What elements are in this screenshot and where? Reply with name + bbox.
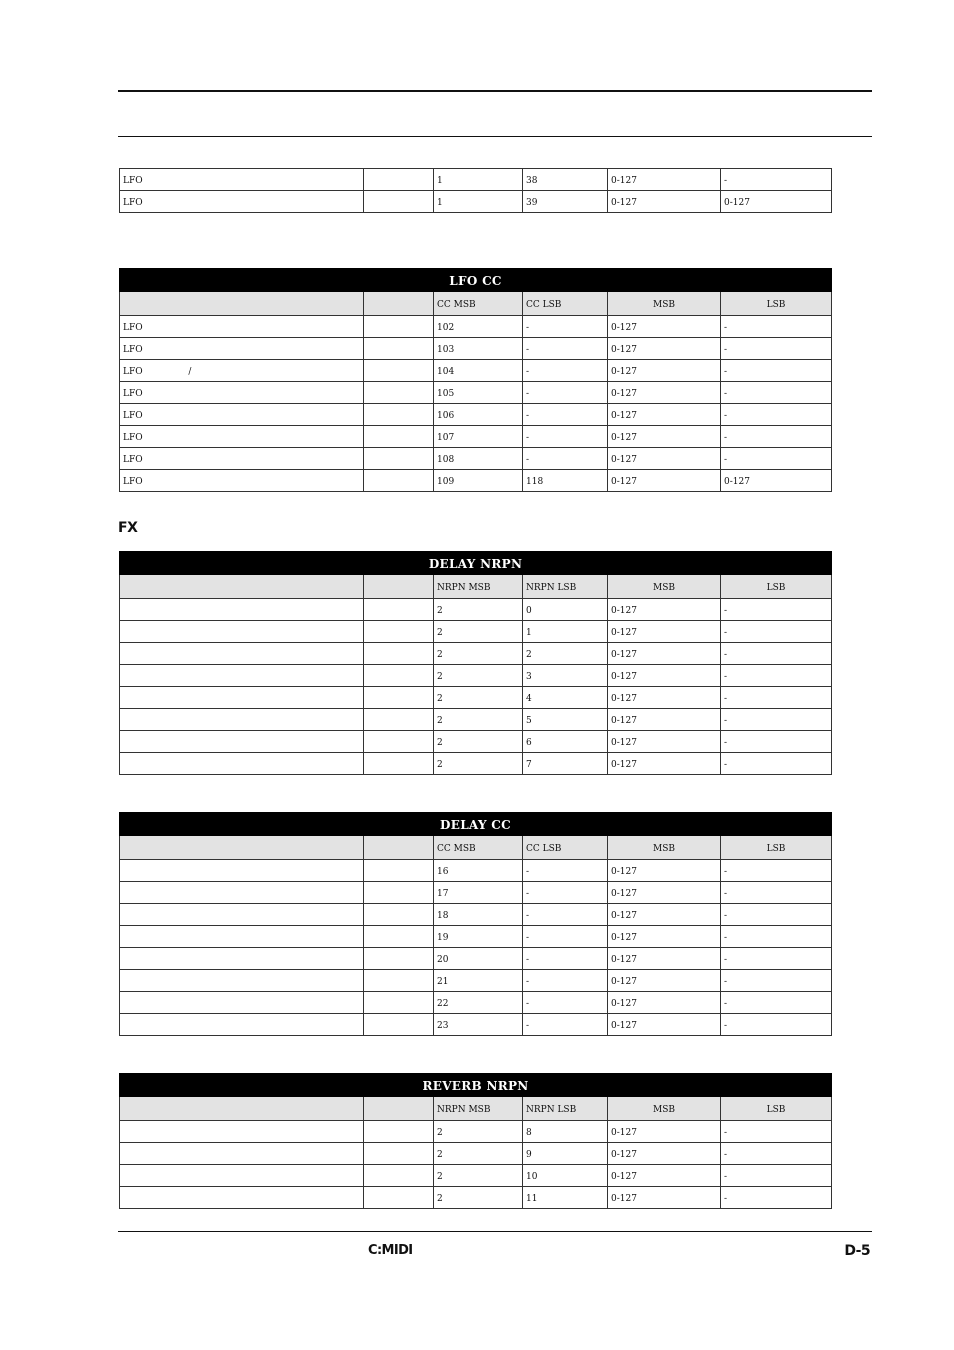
table-cell: - [721,404,832,426]
table-cell: 2 [434,687,523,709]
delay-nrpn-table [119,551,832,775]
table-cell: 0-127 [608,1014,721,1036]
table-cell: - [523,882,608,904]
table-row [120,382,832,404]
delay-cc-table [119,812,832,1036]
table-cell: 3 [523,665,608,687]
table-row [120,1165,832,1187]
table-title: DELAY NRPN [120,552,832,575]
header-cell: NRPN LSB [523,575,608,599]
table-cell: 20 [434,948,523,970]
table-cell: 0-127 [608,1121,721,1143]
table-cell: 0 [523,599,608,621]
table-cell: 0-127 [608,731,721,753]
table-row [120,904,832,926]
table-cell: 102 [434,316,523,338]
table-row [120,599,832,621]
table-cell: 0-127 [608,753,721,775]
table-title: DELAY CC [120,813,832,836]
table-cell: - [523,904,608,926]
lfo-cc-table [119,268,832,492]
table-cell [364,926,434,948]
table-cell [120,709,364,731]
table-cell: - [523,860,608,882]
table-row [120,621,832,643]
table-row [120,1014,832,1036]
table-row [120,404,832,426]
table-cell [120,948,364,970]
top-rule [118,90,872,92]
table-cell: 6 [523,731,608,753]
table-cell: 0-127 [608,992,721,1014]
table-cell: LFO [120,382,364,404]
table-cell: 5 [523,709,608,731]
table-cell: 0-127 [608,191,721,213]
table-cell: - [721,1165,832,1187]
table-cell: 2 [434,621,523,643]
header-cell [120,836,364,860]
table-cell: 0-127 [608,404,721,426]
table-cell: 2 [434,709,523,731]
table-cell: LFO [120,470,364,492]
table-cell [364,1121,434,1143]
table-cell [364,687,434,709]
table-cell [364,731,434,753]
table-cell [120,599,364,621]
table-cell: 23 [434,1014,523,1036]
table-cell: - [721,643,832,665]
table-cell: - [721,599,832,621]
table-cell [120,1014,364,1036]
header-cell [364,575,434,599]
header-cell: MSB [608,575,721,599]
table-cell [364,1165,434,1187]
table-cell [120,665,364,687]
table-cell: 0-127 [608,382,721,404]
table-cell [364,404,434,426]
header-cell [364,1097,434,1121]
table-cell [364,860,434,882]
table-cell: 16 [434,860,523,882]
header-cell: LSB [721,836,832,860]
table-cell: 0-127 [608,882,721,904]
table-cell: 104 [434,360,523,382]
table-cell: - [721,970,832,992]
table-cell: 1 [434,191,523,213]
table-cell [364,338,434,360]
table-cell: 0-127 [608,599,721,621]
header-cell [120,292,364,316]
header-rule [118,136,872,137]
table-row [120,643,832,665]
table-cell: - [523,316,608,338]
table-row [120,470,832,492]
table-cell [120,970,364,992]
table-cell [364,470,434,492]
header-cell: CC MSB [434,836,523,860]
table-cell: LFO / [120,360,364,382]
table-title: REVERB NRPN [120,1074,832,1097]
table-cell: 0-127 [608,448,721,470]
table-cell [364,1187,434,1209]
table-cell [364,643,434,665]
table-cell: 103 [434,338,523,360]
table-cell [120,643,364,665]
table-cell: 10 [523,1165,608,1187]
table-cell: - [523,360,608,382]
table-cell: 107 [434,426,523,448]
table-cell: - [721,753,832,775]
table-cell: - [721,1187,832,1209]
table-row [120,882,832,904]
table-cell: 0-127 [608,665,721,687]
table-cell: 8 [523,1121,608,1143]
header-cell [364,292,434,316]
table-cell [364,382,434,404]
table-cell: LFO [120,448,364,470]
table-cell: - [721,1121,832,1143]
table-cell: - [721,621,832,643]
header-cell: MSB [608,836,721,860]
header-cell: NRPN MSB [434,1097,523,1121]
table-cell [120,926,364,948]
header-cell: CC LSB [523,292,608,316]
table-cell [120,731,364,753]
table-cell: 19 [434,926,523,948]
table-cell: - [523,926,608,948]
table-cell: - [721,316,832,338]
table-cell: 2 [434,753,523,775]
table-cell: LFO [120,426,364,448]
header-cell: LSB [721,575,832,599]
table-cell [364,1143,434,1165]
table-cell: 0-127 [608,970,721,992]
table-cell: 0-127 [608,426,721,448]
table-cell: - [523,970,608,992]
table-cell [364,316,434,338]
table-cell: 2 [434,731,523,753]
table-cell: - [721,687,832,709]
table-row [120,316,832,338]
table-cell: - [523,448,608,470]
table-cell [364,753,434,775]
table-cell: 0-127 [608,338,721,360]
table-cell [120,882,364,904]
header-cell: CC MSB [434,292,523,316]
table-cell [364,448,434,470]
table-cell: LFO [120,316,364,338]
table-cell [364,169,434,191]
table-header-row [120,836,832,860]
header-cell: LSB [721,292,832,316]
table-cell: 11 [523,1187,608,1209]
table-cell: 18 [434,904,523,926]
table-cell: 0-127 [608,860,721,882]
table-cell: 0-127 [721,191,832,213]
table-cell: 2 [434,1143,523,1165]
table-cell: - [721,169,832,191]
table-cell: - [523,382,608,404]
table-cell: 0-127 [608,169,721,191]
table-cell: 4 [523,687,608,709]
table-cell: - [721,992,832,1014]
table-row [120,1143,832,1165]
table-cell: LFO [120,169,364,191]
table-cell: LFO [120,404,364,426]
table-cell: 9 [523,1143,608,1165]
table-cell [364,904,434,926]
table-cell: 0-127 [608,1143,721,1165]
table-cell: 2 [434,1187,523,1209]
table-row [120,753,832,775]
table-cell [120,621,364,643]
table-cell: 39 [523,191,608,213]
table-cell: - [523,948,608,970]
table-cell: - [721,904,832,926]
table-cell: 0-127 [608,621,721,643]
table-cell [120,687,364,709]
table-cell: 2 [434,1121,523,1143]
table-cell [120,1143,364,1165]
table-row [120,948,832,970]
table-cell: 106 [434,404,523,426]
table-row [120,1187,832,1209]
table-cell [120,992,364,1014]
table-cell: - [523,426,608,448]
table-cell: 105 [434,382,523,404]
table-cell: 0-127 [608,360,721,382]
table-cell [364,882,434,904]
table-cell [364,665,434,687]
table-cell: 2 [434,1165,523,1187]
table-cell: - [721,948,832,970]
table-cell: 1 [434,169,523,191]
table-cell: 22 [434,992,523,1014]
table-cell [364,599,434,621]
table-title: LFO CC [120,269,832,292]
table-cell: 38 [523,169,608,191]
table-cell [364,992,434,1014]
table-row [120,169,832,191]
table-cell: 0-127 [721,470,832,492]
table-cell [364,191,434,213]
table-cell [120,860,364,882]
header-cell: MSB [608,292,721,316]
table-cell: 0-127 [608,643,721,665]
header-cell: CC LSB [523,836,608,860]
table-cell [120,753,364,775]
table-cell: - [721,1143,832,1165]
table-cell: 109 [434,470,523,492]
table-cell: - [523,338,608,360]
table-row [120,665,832,687]
table-cell: LFO [120,191,364,213]
table-row [120,860,832,882]
page-number: D-5 [844,1243,870,1259]
table-cell: 1 [523,621,608,643]
table-cell: 17 [434,882,523,904]
table-cell [364,621,434,643]
header-cell: LSB [721,1097,832,1121]
table-cell: LFO [120,338,364,360]
header-cell [120,575,364,599]
header-cell: NRPN MSB [434,575,523,599]
footer-rule [118,1231,872,1232]
table-cell [120,1187,364,1209]
header-cell: NRPN LSB [523,1097,608,1121]
table-row [120,970,832,992]
table-cell: - [721,426,832,448]
table-row [120,448,832,470]
table-row [120,360,832,382]
table-header-row [120,1097,832,1121]
table-cell: 7 [523,753,608,775]
table-cell [364,948,434,970]
table-cell [364,970,434,992]
table-row [120,191,832,213]
table-cell: 0-127 [608,926,721,948]
table-row [120,687,832,709]
table-cell: 118 [523,470,608,492]
table-cell: 2 [434,599,523,621]
table-cell: 0-127 [608,316,721,338]
table-cell [364,1014,434,1036]
table-cell [364,426,434,448]
table-row [120,731,832,753]
table-header-row [120,292,832,316]
table-cell: - [523,404,608,426]
table-cell: 2 [434,665,523,687]
table-cell: - [721,731,832,753]
table-row [120,926,832,948]
table-cell: 0-127 [608,904,721,926]
table-cell: 2 [523,643,608,665]
table-header-row [120,575,832,599]
table-cell: - [721,709,832,731]
table-cell: 0-127 [608,948,721,970]
table-cell: - [721,860,832,882]
table-cell: - [721,360,832,382]
table-cell [364,709,434,731]
table-cell: 0-127 [608,709,721,731]
table-cell: 0-127 [608,1165,721,1187]
table-cell: - [721,448,832,470]
lfo-nrpn-continuation-table [119,168,832,213]
table-row [120,426,832,448]
footer-title: C:MIDI [368,1243,413,1258]
reverb-nrpn-table [119,1073,832,1209]
table-cell: 0-127 [608,1187,721,1209]
table-row [120,992,832,1014]
table-cell: 108 [434,448,523,470]
table-cell [120,1165,364,1187]
header-cell: MSB [608,1097,721,1121]
section-heading-fx: FX [118,520,138,536]
table-cell: - [721,1014,832,1036]
table-cell: - [721,926,832,948]
table-cell: - [721,882,832,904]
table-cell [120,904,364,926]
table-cell: 0-127 [608,470,721,492]
table-cell: - [523,992,608,1014]
table-cell: - [721,382,832,404]
header-cell [120,1097,364,1121]
table-cell: - [721,338,832,360]
table-cell [364,360,434,382]
table-cell [120,1121,364,1143]
header-cell [364,836,434,860]
table-cell: - [523,1014,608,1036]
table-cell: 2 [434,643,523,665]
table-cell: 0-127 [608,687,721,709]
table-row [120,1121,832,1143]
table-cell: - [721,665,832,687]
table-row [120,709,832,731]
table-row [120,338,832,360]
table-cell: 21 [434,970,523,992]
